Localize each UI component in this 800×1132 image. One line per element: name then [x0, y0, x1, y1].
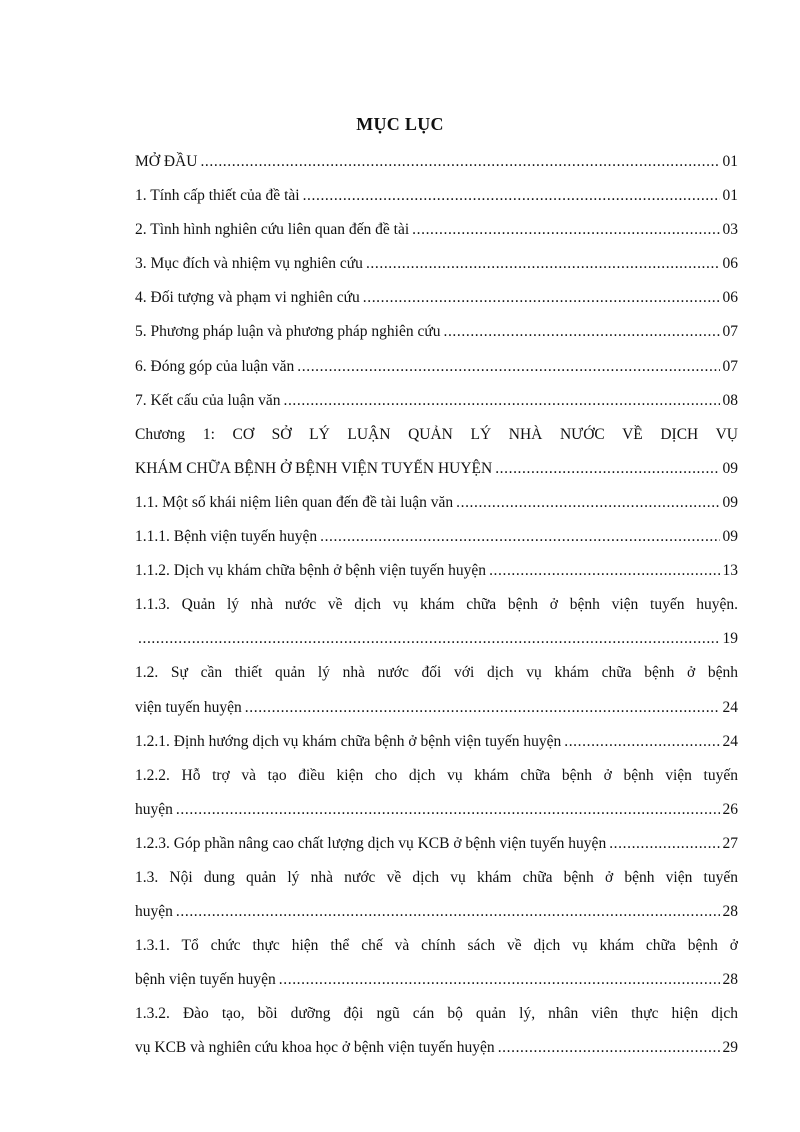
toc-leader-dots [279, 963, 720, 997]
toc-leader-dots [176, 793, 720, 827]
toc-leader-dots [363, 281, 720, 315]
toc-entry [135, 145, 738, 179]
toc-entry [135, 691, 738, 725]
toc-entry-text: 1. Tính cấp thiết của đề tài [135, 187, 300, 205]
toc-entry-line1 [135, 759, 738, 793]
toc-leader-dots [138, 622, 720, 656]
toc-leader-dots [297, 350, 719, 384]
toc-entry-line1 [135, 929, 738, 963]
toc-entry [135, 486, 738, 520]
toc-entry-text: Chương 1: CƠ SỞ LÝ LUẬN QUẢN LÝ NHÀ NƯỚC VỀ DỊCH VỤ [135, 425, 738, 443]
toc-entry-text: 1.2.2. Hỗ trợ và tạo điều kiện cho dịch vụ khám chữa bệnh ở bệnh viện tuyến [135, 766, 738, 784]
toc-entry-text: 1.2.3. Góp phần nâng cao chất lượng dịch vụ KCB ở bệnh viện tuyến huyện [135, 834, 607, 852]
toc-entry [135, 1031, 738, 1065]
toc-entry-text: huyện [135, 800, 173, 818]
toc-page-number: 26 [722, 800, 738, 818]
toc-leader-dots [245, 691, 720, 725]
toc-entry-line1 [135, 656, 738, 690]
toc-entry-text: viện tuyến huyện [135, 698, 242, 716]
toc-leader-dots [412, 213, 719, 247]
toc-page-number: 07 [722, 323, 738, 341]
toc-entry-line1 [135, 861, 738, 895]
toc-entry [135, 350, 738, 384]
page-title: MỤC LỤC [356, 114, 444, 134]
toc-entry-text: 2. Tình hình nghiên cứu liên quan đến đề tài [135, 221, 410, 239]
toc-leader-dots [283, 384, 719, 418]
toc-page-number: 29 [722, 1039, 738, 1057]
toc-entry-line1 [135, 997, 738, 1031]
toc-entry-text: vụ KCB và nghiên cứu khoa học ở bệnh viện tuyến huyện [135, 1039, 495, 1057]
toc-page-number: 27 [722, 834, 738, 852]
toc-leader-dots [495, 452, 719, 486]
toc-entry [135, 827, 738, 861]
toc-entry [135, 452, 738, 486]
toc-page-number: 24 [722, 698, 738, 716]
toc-entry-text: huyện [135, 903, 173, 921]
table-of-contents [135, 145, 738, 1066]
toc-entry-text: 1.2.1. Định hướng dịch vụ khám chữa bệnh ở bệnh viện tuyến huyện [135, 732, 562, 750]
toc-entry [135, 247, 738, 281]
toc-leader-dots [176, 895, 720, 929]
toc-entry-text: 1.3. Nội dung quản lý nhà nước về dịch vụ khám chữa bệnh ở bệnh viện tuyến [135, 868, 738, 886]
toc-page-number: 01 [722, 187, 738, 205]
toc-page-number: 08 [722, 391, 738, 409]
toc-page-number: 09 [722, 528, 738, 546]
toc-entry [135, 554, 738, 588]
toc-page-number: 01 [722, 153, 738, 170]
toc-leader-dots [609, 827, 719, 861]
toc-entry [135, 315, 738, 349]
toc-entry [135, 213, 738, 247]
toc-leader-dots [320, 520, 719, 554]
toc-entry-text: 1.2. Sự cần thiết quản lý nhà nước đối với dịch vụ khám chữa bệnh ở bệnh [135, 664, 738, 682]
toc-leader-dots [200, 145, 719, 179]
toc-page-number: 07 [722, 357, 738, 375]
toc-entry [135, 963, 738, 997]
toc-entry-text: 1.1.1. Bệnh viện tuyến huyện [135, 528, 318, 546]
toc-leader-dots [303, 179, 720, 213]
toc-leader-dots [564, 725, 719, 759]
toc-entry-text: 1.3.2. Đào tạo, bồi dưỡng đội ngũ cán bộ quản lý, nhân viên thực hiện dịch [135, 1005, 738, 1023]
toc-page-number: 03 [722, 221, 738, 239]
toc-entry [135, 179, 738, 213]
toc-page-number: 06 [722, 289, 738, 307]
toc-entry-text: KHÁM CHỮA BỆNH Ở BỆNH VIỆN TUYẾN HUYỆN [135, 459, 493, 477]
toc-leader-dots [443, 315, 719, 349]
toc-page-number: 19 [722, 630, 738, 648]
toc-page-number: 09 [722, 459, 738, 477]
toc-entry [135, 895, 738, 929]
toc-entry-line1 [135, 588, 738, 622]
toc-entry-text: 3. Mục đích và nhiệm vụ nghiên cứu [135, 255, 363, 273]
toc-entry-text: 1.1.3. Quản lý nhà nước về dịch vụ khám chữa bệnh ở bệnh viện tuyến huyện. [135, 596, 738, 614]
toc-entry-text: 5. Phương pháp luận và phương pháp nghiên cứu [135, 323, 441, 341]
toc-leader-dots [489, 554, 719, 588]
toc-page-number: 24 [722, 732, 738, 750]
toc-entry [135, 384, 738, 418]
toc-page-number: 09 [722, 493, 738, 511]
toc-leader-dots [366, 247, 720, 281]
toc-leader-dots [456, 486, 719, 520]
toc-page-number: 06 [722, 255, 738, 273]
toc-entry-line1 [135, 418, 738, 452]
toc-entry [135, 622, 738, 656]
toc-entry-text: bệnh viện tuyến huyện [135, 971, 276, 989]
toc-leader-dots [498, 1031, 720, 1065]
toc-entry-text: MỞ ĐẦU [135, 153, 198, 170]
toc-entry-text: 6. Đóng góp của luận văn [135, 357, 295, 375]
toc-entry [135, 793, 738, 827]
toc-entry [135, 281, 738, 315]
toc-page-number: 28 [722, 903, 738, 921]
toc-entry-text: 1.1. Một số khái niệm liên quan đến đề tài luận văn [135, 493, 454, 511]
toc-entry-text: 4. Đối tượng và phạm vi nghiên cứu [135, 289, 360, 307]
toc-entry-text: 1.1.2. Dịch vụ khám chữa bệnh ở bệnh viện tuyến huyện [135, 562, 487, 580]
toc-entry [135, 520, 738, 554]
toc-entry-text: 1.3.1. Tổ chức thực hiện thể chế và chính sách về dịch vụ khám chữa bệnh ở [135, 937, 738, 955]
toc-page-number: 13 [722, 562, 738, 580]
toc-entry-text: 7. Kết cấu của luận văn [135, 391, 281, 409]
toc-page-number: 28 [722, 971, 738, 989]
toc-entry [135, 725, 738, 759]
